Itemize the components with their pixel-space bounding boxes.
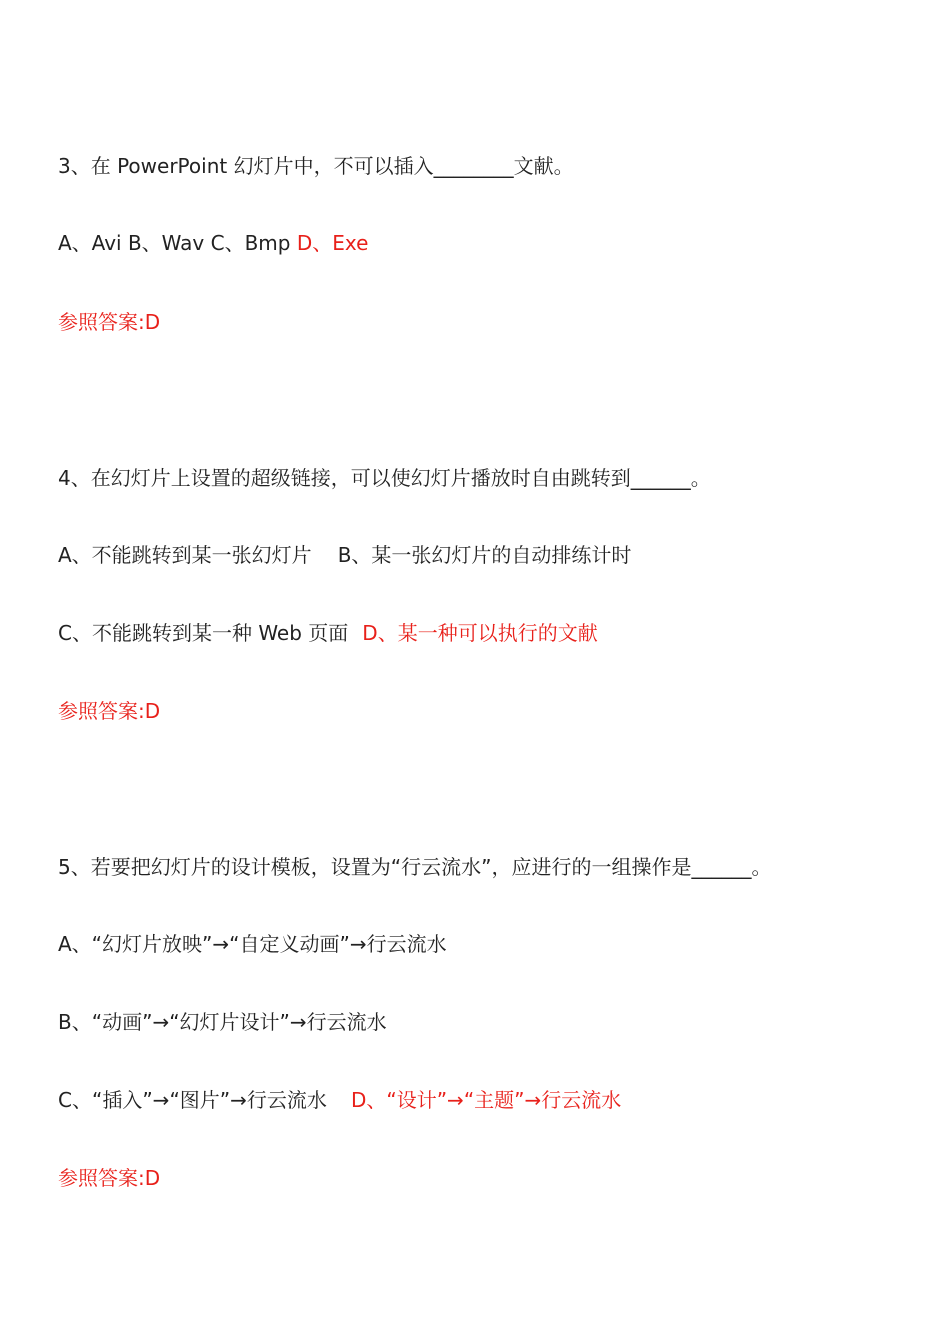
q4-option-c: C、不能跳转到某一种 Web 页面 (58, 621, 349, 645)
q4-option-b: B、某一张幻灯片的自动排练计时 (337, 543, 632, 567)
q5-option-c: C、“插入”→“图片”→行云流水 (58, 1088, 327, 1112)
q5-answer: 参照答案:D (58, 1166, 161, 1190)
q5-option-a: A、“幻灯片放映”→“自定义动画”→行云流水 (58, 932, 447, 956)
q4-answer: 参照答案:D (58, 699, 161, 723)
q5-options-cd (58, 1086, 621, 1114)
q3-options (58, 229, 368, 257)
q4-question: 4、在幻灯片上设置的超级链接，可以使幻灯片播放时自由跳转到______。 (58, 466, 711, 490)
q3-option-d: D、Exe (296, 231, 369, 255)
q4-options-ab (58, 541, 631, 569)
q4-option-d: D、某一种可以执行的文献 (362, 621, 598, 645)
q5-question: 5、若要把幻灯片的设计模板，设置为“行云流水”，应进行的一组操作是______。 (58, 855, 772, 879)
q4-option-a: A、不能跳转到某一张幻灯片 (58, 543, 312, 567)
q3-options-abc: A、Avi B、Wav C、Bmp (58, 231, 297, 255)
q5-option-d: D、“设计”→“主题”→行云流水 (350, 1088, 622, 1112)
q3-question: 3、在 PowerPoint 幻灯片中，不可以插入________文献。 (58, 154, 574, 178)
q3-answer: 参照答案:D (58, 310, 161, 334)
q4-options-cd (58, 619, 598, 647)
q5-option-b: B、“动画”→“幻灯片设计”→行云流水 (58, 1010, 387, 1034)
